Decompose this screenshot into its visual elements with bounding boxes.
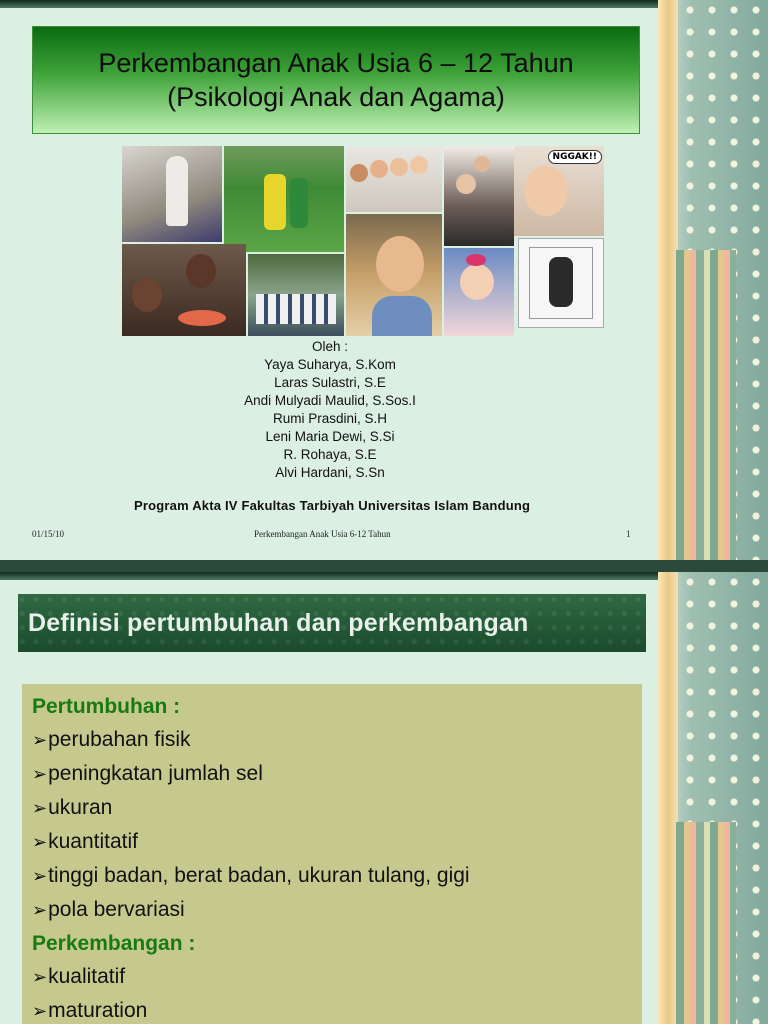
arrow-bullet-icon: ➢ — [32, 730, 48, 750]
oleh-label: Oleh : — [311, 339, 349, 354]
list-item: ➢kuantitatif — [32, 830, 138, 853]
curtain-fold — [658, 0, 678, 560]
program-label: Program Akta IV Fakultas Tarbiyah Universitas Islam Bandung — [134, 498, 531, 513]
title-box — [32, 26, 640, 134]
author-name: Alvi Hardani, S.Sn — [275, 465, 385, 480]
photo-man-in-box — [518, 238, 604, 328]
heading-bar — [18, 594, 646, 652]
author-name: Leni Maria Dewi, S.Si — [265, 429, 395, 444]
curtain-stripes — [676, 822, 736, 1024]
arrow-bullet-icon: ➢ — [32, 900, 48, 920]
slide-heading: Definisi pertumbuhan dan perkembangan — [28, 608, 529, 637]
photo-boy-smiling — [346, 214, 442, 336]
list-item: ➢peningkatan jumlah sel — [32, 762, 263, 785]
author-name: Laras Sulastri, S.E — [274, 375, 386, 390]
curtain-stripes — [676, 250, 736, 560]
slide-subtitle: (Psikologi Anak dan Agama) — [167, 82, 505, 112]
list-item: ➢maturation — [32, 999, 148, 1022]
arrow-bullet-icon: ➢ — [32, 967, 48, 987]
section-title-pertumbuhan: Pertumbuhan : — [32, 695, 181, 718]
photo-elderly — [444, 146, 514, 246]
arrow-bullet-icon: ➢ — [32, 832, 48, 852]
footer-title: Perkembangan Anak Usia 6-12 Tahun — [254, 529, 391, 539]
slide-title: Perkembangan Anak Usia 6 – 12 Tahun — [98, 48, 574, 78]
arrow-bullet-icon: ➢ — [32, 1001, 48, 1021]
author-name: Yaya Suharya, S.Kom — [264, 357, 396, 372]
author-name: R. Rohaya, S.E — [283, 447, 377, 462]
footer-date: 01/15/10 — [32, 529, 65, 539]
arrow-bullet-icon: ➢ — [32, 866, 48, 886]
slide-top-border — [0, 572, 768, 580]
author-name: Rumi Prasdini, S.H — [272, 411, 388, 426]
definition-box — [22, 684, 642, 1024]
curtain-decoration — [658, 572, 768, 1024]
list-item: ➢kualitatif — [32, 965, 126, 988]
list-item: ➢tinggi badan, berat badan, ukuran tulang, gigi — [32, 864, 470, 887]
photo-baby-girl — [444, 248, 514, 336]
list-item: ➢pola bervariasi — [32, 898, 185, 921]
curtain-decoration — [658, 0, 768, 560]
photo-students — [248, 254, 344, 336]
author-list — [170, 338, 490, 482]
arrow-bullet-icon: ➢ — [32, 764, 48, 784]
speech-bubble: NGGAK!! — [548, 150, 602, 164]
slide-top-border — [0, 0, 768, 8]
photo-african-children — [122, 244, 246, 336]
section-title-perkembangan: Perkembangan : — [32, 932, 196, 955]
author-name: Andi Mulyadi Maulid, S.Sos.I — [244, 393, 416, 408]
photo-child-refusing — [514, 146, 604, 236]
footer-page-number: 1 — [626, 529, 631, 539]
list-item: ➢ukuran — [32, 796, 113, 819]
photo-collage — [122, 146, 604, 336]
list-item: ➢perubahan fisik — [32, 728, 191, 751]
photo-praying — [122, 146, 222, 242]
photo-soccer — [224, 146, 344, 252]
arrow-bullet-icon: ➢ — [32, 798, 48, 818]
slide-2 — [0, 572, 768, 1024]
photo-babies — [346, 146, 442, 212]
curtain-fold — [658, 572, 678, 1024]
